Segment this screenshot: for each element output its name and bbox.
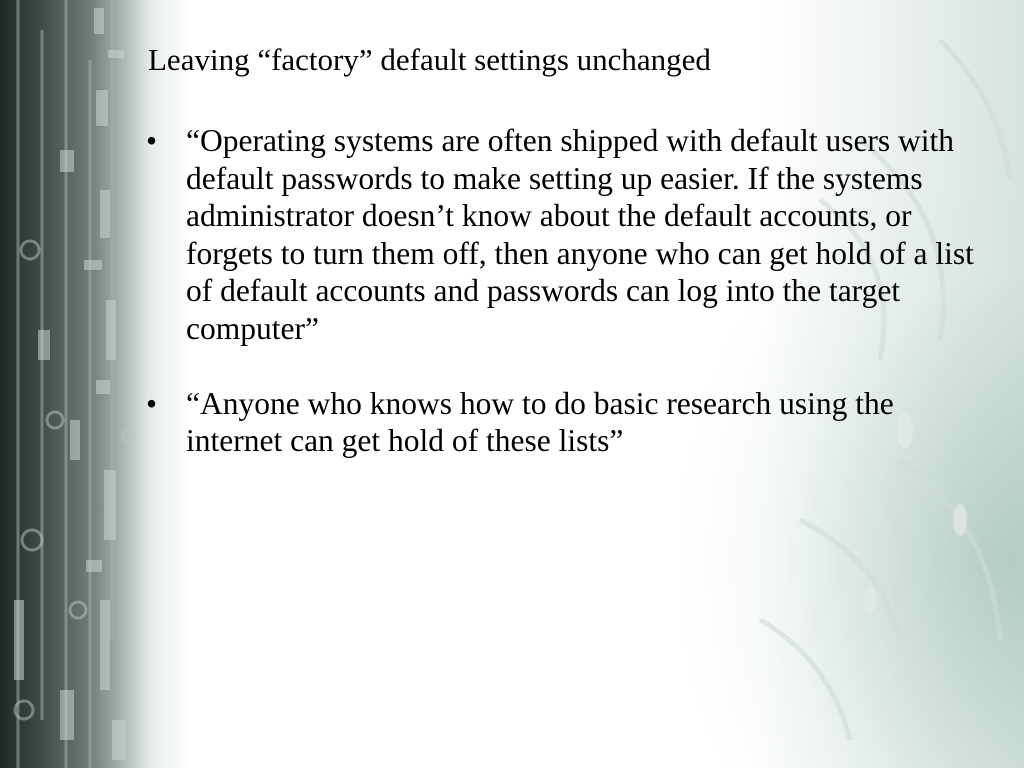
bullet-text: “Operating systems are often shipped with default users with default passwords to make setting up easier. If the systems administrator doesn’t know about the default accounts, or forgets to turn them off, then anyone who can get hold of a list of default accounts and passwords can log into the target computer” <box>186 123 974 346</box>
slide-title: Leaving “factory” default settings unchanged <box>148 42 711 77</box>
bullet-marker: • <box>146 123 158 158</box>
bullet-item <box>146 122 996 348</box>
bullet-text: “Anyone who knows how to do basic research using the internet can get hold of these lists” <box>186 385 894 459</box>
bullet-item <box>146 385 996 460</box>
bullet-marker: • <box>146 385 158 421</box>
bullet-list <box>146 122 996 497</box>
